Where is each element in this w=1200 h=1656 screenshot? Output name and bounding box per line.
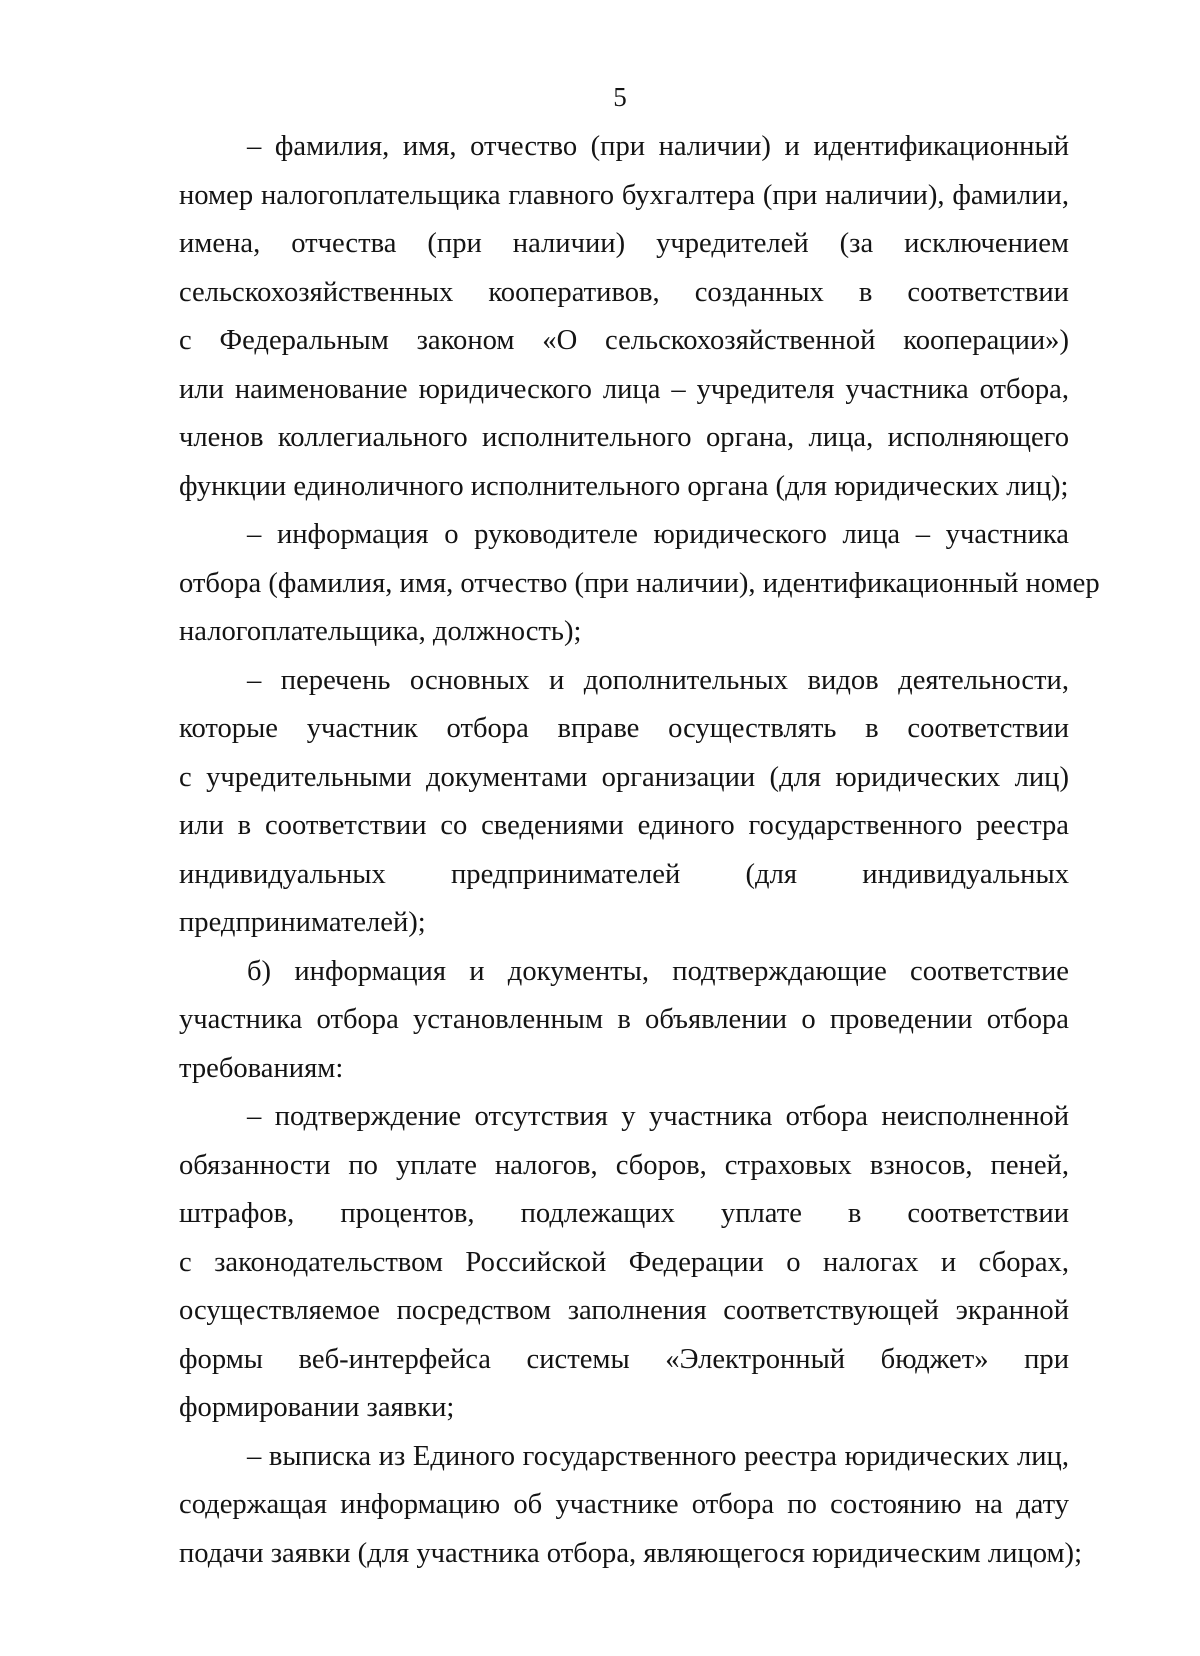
text-line: – выписка из Единого государственного реестра юридических лиц, bbox=[247, 1440, 1069, 1472]
text-line: функции единоличного исполнительного органа (для юридических лиц); bbox=[179, 470, 1069, 502]
text-line: с законодательством Российской Федерации о налогах и сборах, bbox=[179, 1246, 1069, 1278]
text-line: предпринимателей); bbox=[179, 907, 426, 938]
text-line: с Федеральным законом «О сельскохозяйственной кооперации») bbox=[179, 325, 1069, 356]
text-line: которые участник отбора вправе осуществлять в соответствии bbox=[179, 713, 1069, 744]
page-number: 5 bbox=[613, 82, 627, 112]
text-line: отбора (фамилия, имя, отчество (при наличии), идентификационный номер bbox=[179, 567, 1100, 599]
text-line: содержащая информацию об участнике отбора по состоянию на дату bbox=[179, 1489, 1069, 1520]
text-line: членов коллегиального исполнительного органа, лица, исполняющего bbox=[179, 422, 1069, 453]
text-line: обязанности по уплате налогов, сборов, страховых взносов, пеней, bbox=[179, 1149, 1069, 1181]
text-line: подачи заявки (для участника отбора, являющегося юридическим лицом); bbox=[179, 1537, 1083, 1569]
paragraph-egrul-extract bbox=[179, 1433, 1083, 1579]
text-line: с учредительными документами организации (для юридических лиц) bbox=[179, 761, 1069, 793]
document-body bbox=[179, 123, 1100, 1578]
text-line: осуществляемое посредством заполнения соответствующей экранной bbox=[179, 1295, 1069, 1326]
text-line: индивидуальных предпринимателей (для индивидуальных bbox=[179, 858, 1069, 890]
paragraph-head-info bbox=[179, 511, 1100, 657]
text-line: налогоплательщика, должность); bbox=[179, 616, 582, 647]
paragraph-activities-list bbox=[179, 657, 1069, 948]
text-line: штрафов, процентов, подлежащих уплате в соответствии bbox=[179, 1198, 1069, 1229]
text-line: номер налогоплательщика главного бухгалтера (при наличии), фамилии, bbox=[179, 179, 1069, 211]
text-line: имена, отчества (при наличии) учредителей (за исключением bbox=[179, 228, 1069, 259]
text-line: б) информация и документы, подтверждающие соответствие bbox=[247, 955, 1069, 987]
paragraph-tax-confirmation bbox=[179, 1093, 1069, 1433]
text-line: или наименование юридического лица – учредителя участника отбора, bbox=[179, 373, 1069, 405]
paragraph-item-b bbox=[179, 948, 1069, 1094]
text-line: участника отбора установленным в объявлении о проведении отбора bbox=[179, 1004, 1069, 1035]
text-line: требованиям: bbox=[179, 1052, 344, 1084]
text-line: – перечень основных и дополнительных видов деятельности, bbox=[247, 664, 1069, 696]
text-line: – фамилия, имя, отчество (при наличии) и идентификационный bbox=[247, 131, 1069, 162]
text-line: формировании заявки; bbox=[179, 1392, 455, 1423]
text-line: – информация о руководителе юридического лица – участника bbox=[247, 519, 1069, 550]
text-line: формы веб-интерфейса системы «Электронный бюджет» при bbox=[179, 1343, 1069, 1375]
text-line: или в соответствии со сведениями единого государственного реестра bbox=[179, 810, 1069, 841]
paragraph-founders-info bbox=[179, 123, 1069, 511]
text-line: – подтверждение отсутствия у участника отбора неисполненной bbox=[247, 1101, 1069, 1132]
text-line: сельскохозяйственных кооперативов, созданных в соответствии bbox=[179, 276, 1069, 308]
